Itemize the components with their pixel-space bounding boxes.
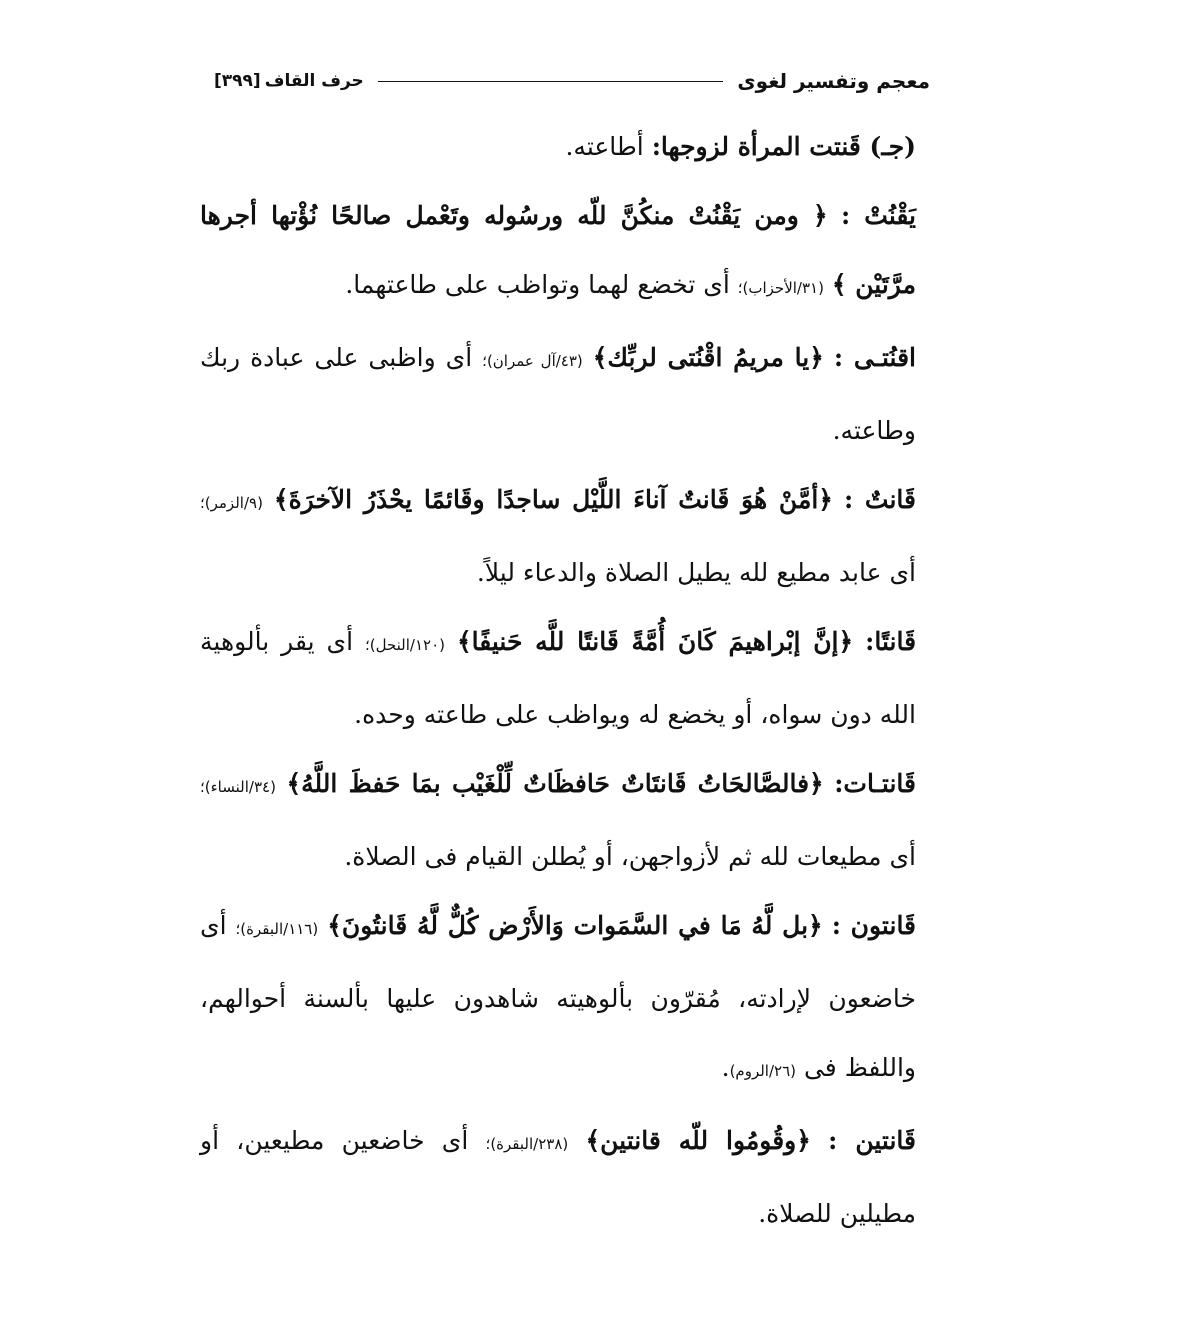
entry-text: أى تخضع لهما وتواظب على طاعتهما. <box>345 270 730 299</box>
entry-qanitun <box>200 891 916 1106</box>
entry-headword: اقنُتـى : <box>833 343 917 372</box>
entry-text: أى مطيعات لله ثم لأزواجهن، أو يُطلن القيام فى الصلاة. <box>344 842 916 871</box>
book-title: معجم وتفسير لغوى <box>737 69 930 93</box>
entry-text: أى واظبى على عبادة ربك وطاعته. <box>200 343 916 445</box>
entry-text: أى خاضعين مطيعين، أو مطيلين للصلاة. <box>200 1126 916 1228</box>
entry-headword: قَانتًا: <box>865 627 917 656</box>
page-header <box>214 66 930 96</box>
verse-reference: (٣٤/النساء)؛ <box>200 778 276 796</box>
entry-text-end: . <box>721 1053 730 1082</box>
entry-text: أى يقر بألوهية الله دون سواه، أو يخضع له ويواظب على طاعته وحده. <box>200 627 916 729</box>
entry-c <box>200 112 916 181</box>
entry-headword: قَانتين : <box>828 1126 916 1155</box>
entry-qanitat <box>200 749 916 891</box>
entry-headword: قَانتٌ : <box>843 485 917 514</box>
quran-quote: ﴿يا مريمُ اقْنُتى لربِّك﴾ <box>592 343 824 372</box>
entry-text: أطاعته. <box>565 132 644 161</box>
verse-reference: (٣١/الأحزاب)؛ <box>737 279 824 297</box>
verse-reference: (٩/الزمر)؛ <box>200 494 263 512</box>
page-number: [٣٩٩] <box>214 71 261 91</box>
quran-quote: ﴿إنَّ إبْراهيمَ كَانَ أُمَّةً قَانتًا للَّه حَنيفًا﴾ <box>456 627 854 656</box>
quran-quote: ﴿وقُومُوا للّه قانتين﴾ <box>585 1126 811 1155</box>
entry-headword: (جـ) قَنتت المرأة لزوجها: <box>651 132 916 161</box>
header-rule <box>378 81 724 82</box>
entry-qanit <box>200 465 916 607</box>
verse-reference: (٤٣/آل عمران)؛ <box>482 352 583 370</box>
entry-text: أى عابد مطيع لله يطيل الصلاة والدعاء ليلاً. <box>476 558 916 587</box>
verse-reference: (٢٣٨/البقرة)؛ <box>485 1135 569 1153</box>
entry-text: أى خاضعون لإرادته، مُقرّون بألوهيته شاهدون عليها بألسنة أحوالهم، واللفظ فى <box>200 911 916 1082</box>
entry-qanitin <box>200 1106 916 1248</box>
verse-reference: (١٢٠/النحل)؛ <box>364 636 445 654</box>
quran-quote: ﴿بل لَّهُ مَا في السَّمَوات وَالأَرْض كُلٌّ لَّهُ قَانتُونَ﴾ <box>327 911 823 940</box>
entry-qanitan <box>200 607 916 749</box>
verse-reference: (١١٦/البقرة)؛ <box>235 920 319 938</box>
entry-yaqnut <box>200 181 916 323</box>
quran-quote: ﴿أمَّنْ هُوَ قَانتٌ آناءَ اللَّيْل ساجدًا وقَائمًا يحْذَرُ الآخرَةَ﴾ <box>273 485 833 514</box>
section-title: حرف القاف <box>264 71 364 91</box>
entry-headword: قَانتـات: <box>834 769 916 798</box>
entry-headword: قَانتون : <box>831 911 917 940</box>
entry-uqnuti <box>200 323 916 465</box>
quran-quote: ﴿ ومن يَقْنُتْ منكُنَّ للّه ورسُوله وتَعْمل صالحًا نُؤْتها أجرها مرَّتَيْن ﴾ <box>200 201 916 299</box>
entry-headword: يَقْنُتْ : <box>840 201 916 230</box>
quran-quote: ﴿فالصَّالحَاتُ قَانتَاتٌ حَافظَاتٌ لِّلْغَيْب بمَا حَفظَ اللَّهُ﴾ <box>286 769 824 798</box>
page-body <box>200 112 916 1248</box>
verse-reference-2: (٢٦/الروم) <box>729 1062 797 1080</box>
